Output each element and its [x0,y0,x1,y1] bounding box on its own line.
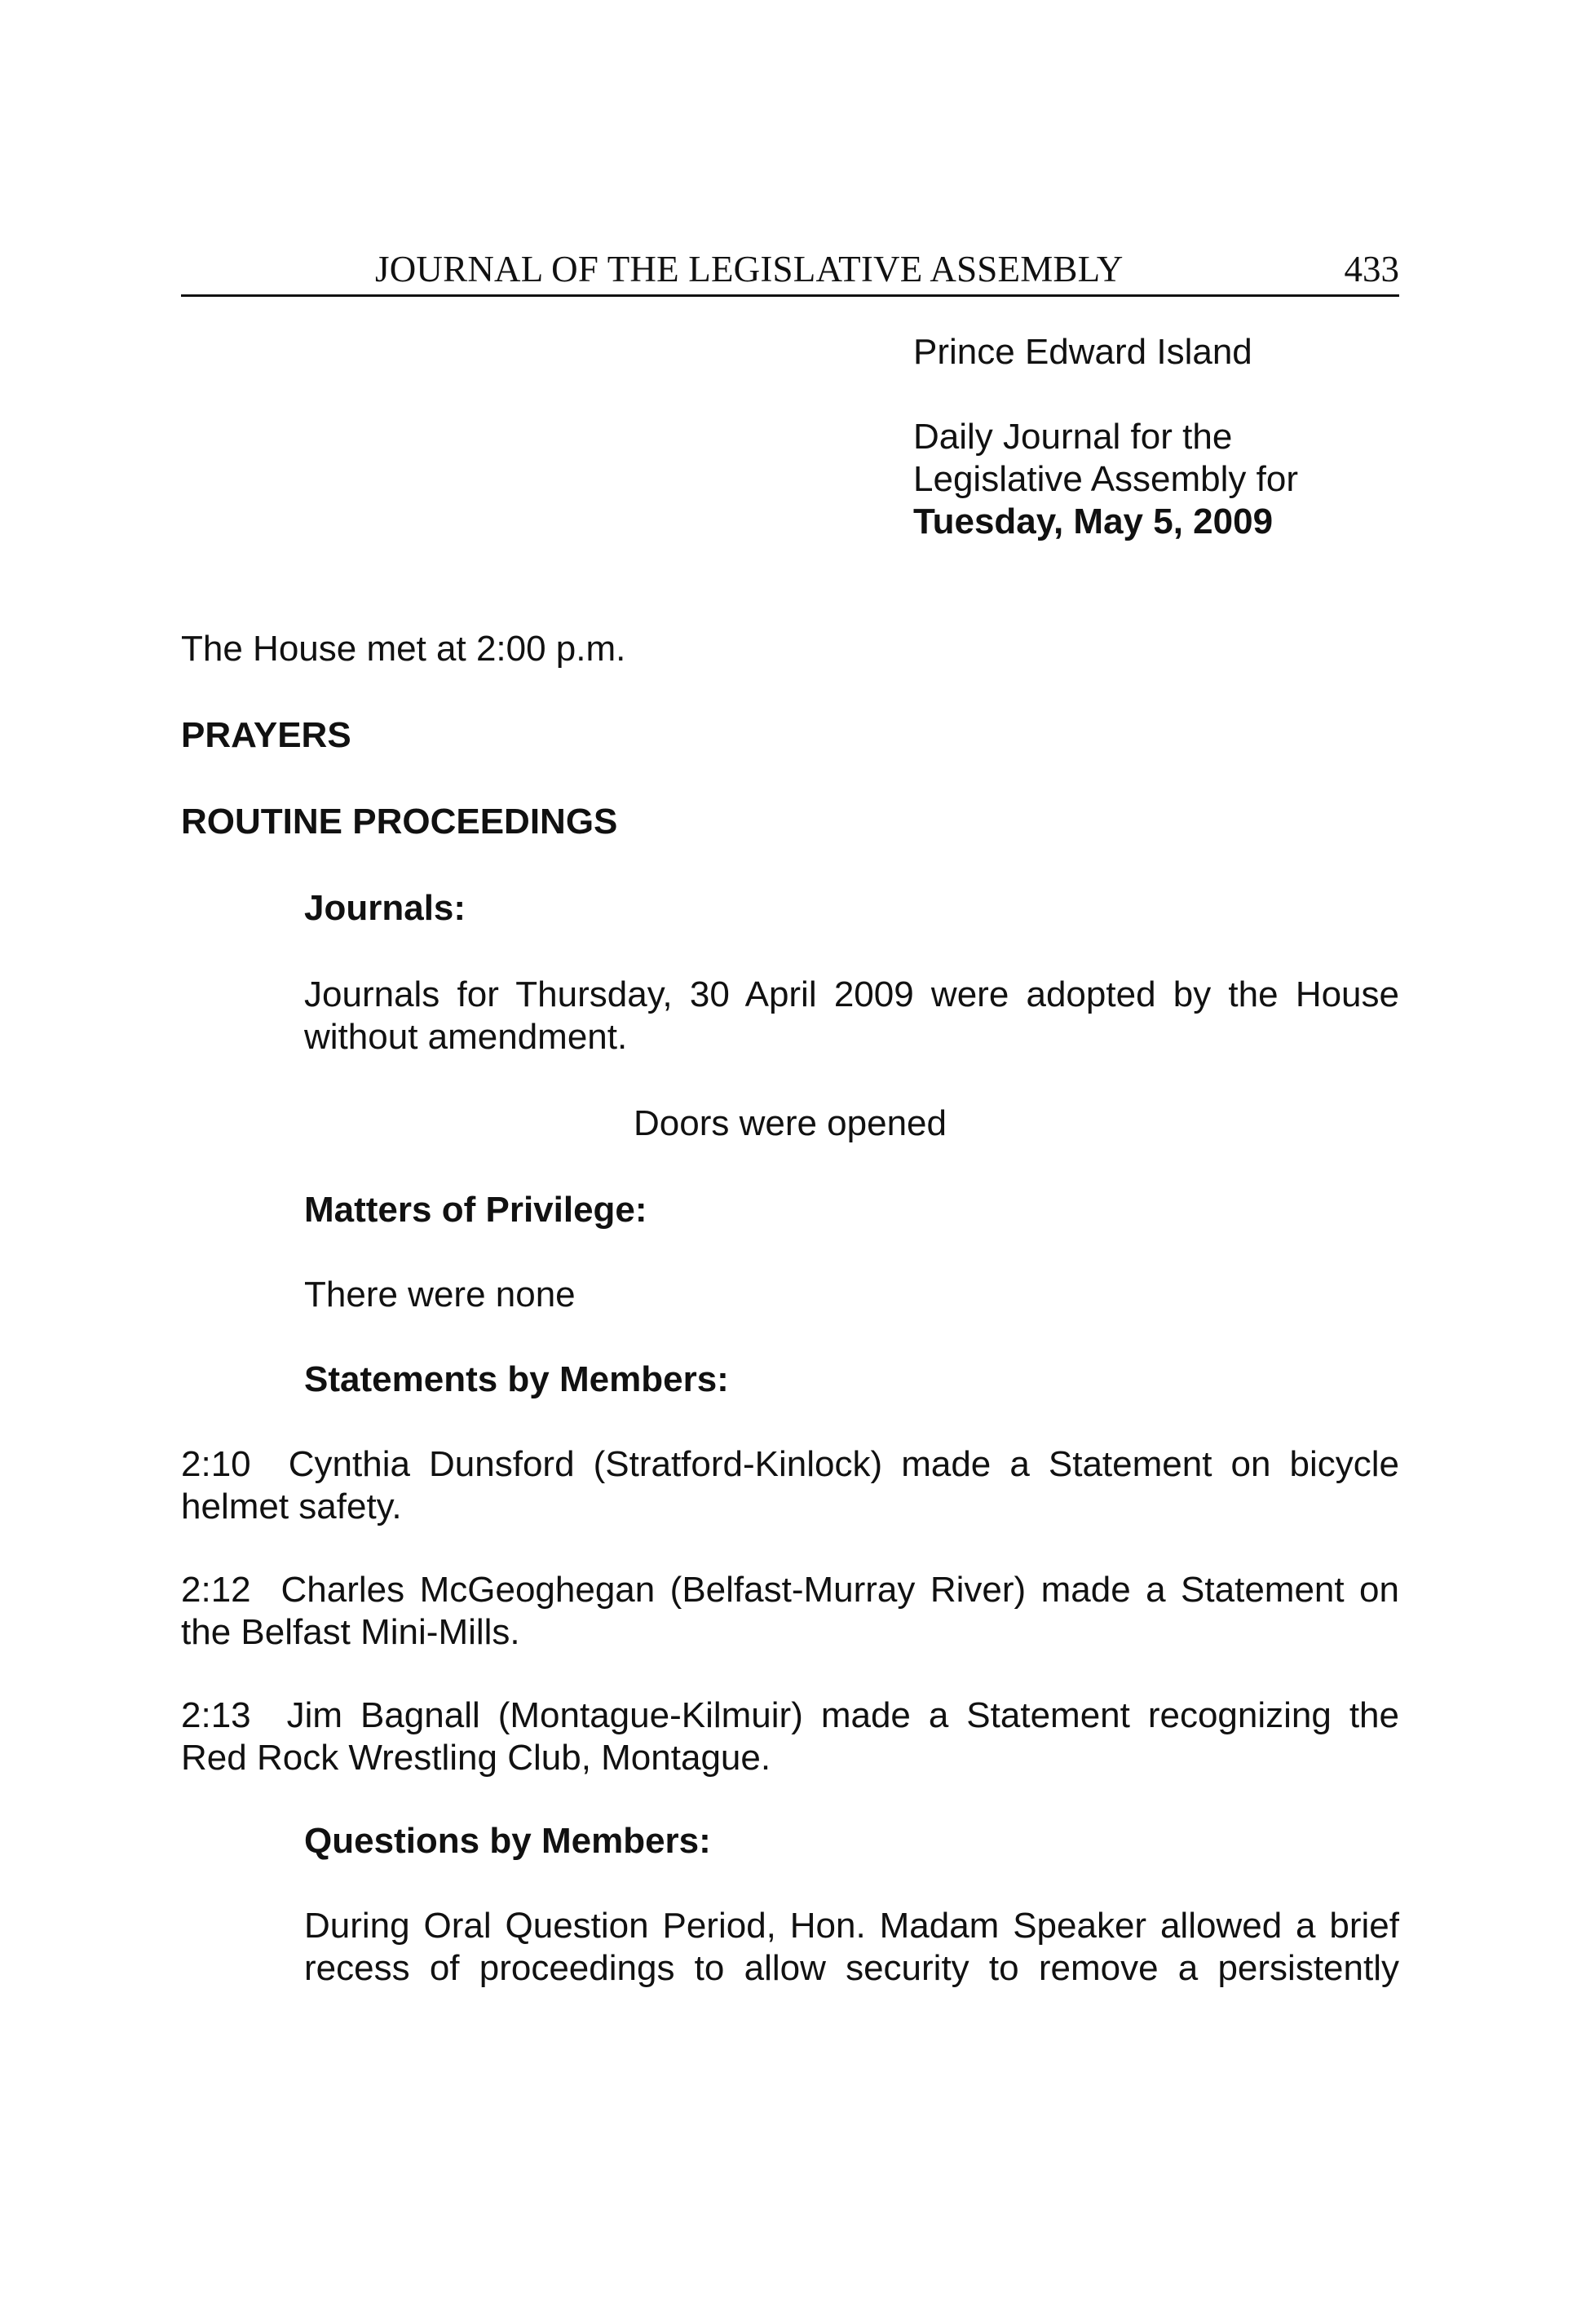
daily-journal-line: Daily Journal for the [913,417,1233,457]
routine-proceedings-heading: ROUTINE PROCEEDINGS [181,802,618,842]
province-name: Prince Edward Island [913,332,1252,372]
questions-text: During Oral Question Period, Hon. Madam Speaker allowed a brief recess of proceedings to allow security to remove a persistently [304,1906,1399,1988]
house-met-text: The House met at 2:00 p.m. [181,629,626,669]
journals-heading: Journals: [304,888,466,928]
prayers-heading: PRAYERS [181,715,351,755]
matters-of-privilege-heading: Matters of Privilege: [304,1190,647,1230]
statement-item: 2:10 Cynthia Dunsford (Stratford-Kinlock) made a Statement on bicycle helmet safety. [181,1444,1410,1527]
journal-title: JOURNAL OF THE LEGISLATIVE ASSEMBLY [375,249,1124,289]
legislative-assembly-line: Legislative Assembly for [913,459,1298,499]
journal-date: Tuesday, May 5, 2009 [913,501,1274,541]
page-header [181,240,1399,297]
statement-item: 2:12 Charles McGeoghegan (Belfast-Murray River) made a Statement on the Belfast Mini-Mills. [181,1570,1410,1652]
privilege-none-text: There were none [304,1275,576,1314]
statements-heading: Statements by Members: [304,1359,729,1399]
meta-spacer [913,373,1337,416]
journal-meta [913,331,1337,543]
page-number: 433 [1344,249,1399,289]
questions-heading: Questions by Members: [304,1821,711,1861]
statement-item: 2:13 Jim Bagnall (Montague-Kilmuir) made a Statement recognizing the Red Rock Wrestling Club, Montague. [181,1695,1410,1778]
doors-opened-text: Doors were opened [633,1103,947,1143]
journals-adopted-text: Journals for Thursday, 30 April 2009 were adopted by the House without amendment. [304,974,1399,1057]
